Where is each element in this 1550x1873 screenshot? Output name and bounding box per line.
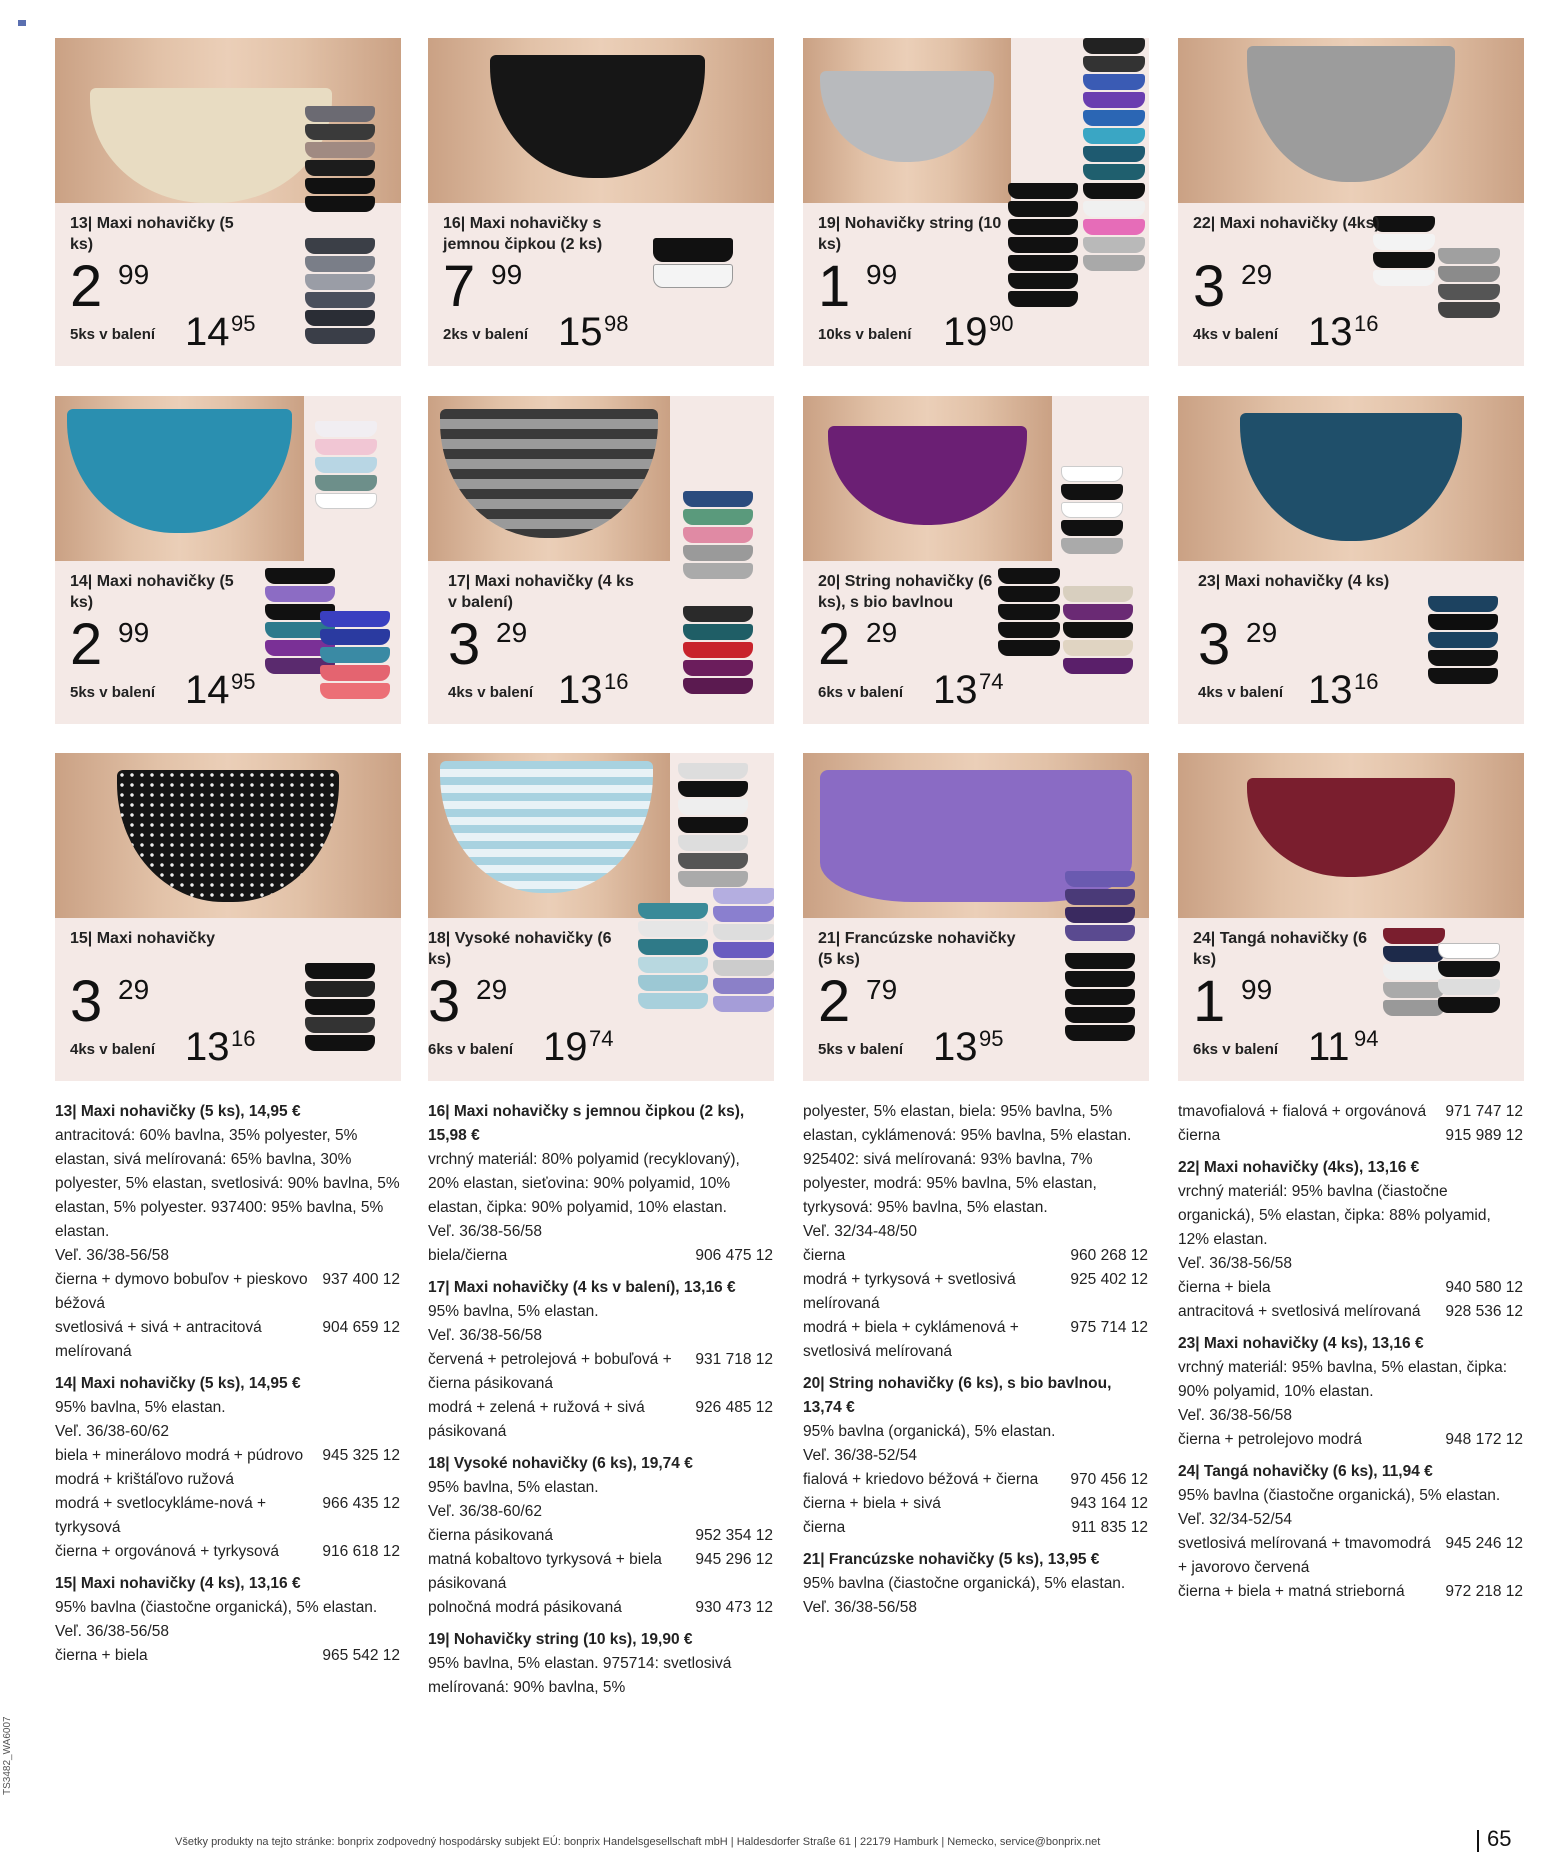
page-number: 65 xyxy=(1487,1826,1512,1851)
color-variant-row xyxy=(428,1548,773,1596)
pack-image xyxy=(678,763,748,887)
pack-image xyxy=(1008,183,1078,307)
details-material: 95% bavlna, 5% elastan. 975714: svetlosivá melírovaná: 90% bavlna, 5% xyxy=(428,1655,732,1696)
details-size: Veľ. 36/38-56/58 xyxy=(1178,1255,1292,1272)
details-column xyxy=(1178,1100,1523,1612)
variant-code: 945 325 12 xyxy=(322,1447,400,1464)
color-variant-row xyxy=(1178,1300,1523,1324)
pack-price-integer: 13 xyxy=(933,1025,978,1069)
product-tile[interactable] xyxy=(55,753,401,1081)
product-title: 16| Maxi nohavičky s jemnou čipkou (2 ks) xyxy=(443,215,603,253)
pack-label: 4ks v balení xyxy=(1198,684,1284,701)
details-size: Veľ. 36/38-60/62 xyxy=(55,1423,169,1440)
pack-price-integer: 13 xyxy=(185,1025,230,1069)
price-cents: 99 xyxy=(491,259,523,290)
product-tile[interactable] xyxy=(803,753,1149,1081)
variant-color: modrá + svetlocykláme-nová + tyrkysová xyxy=(55,1495,267,1536)
variant-code: 960 268 12 xyxy=(1070,1247,1148,1264)
pack-price-integer: 11 xyxy=(1308,1025,1350,1069)
details-column xyxy=(428,1100,773,1708)
product-details xyxy=(1178,1332,1523,1452)
product-details xyxy=(428,1100,773,1268)
product-photo xyxy=(803,396,1052,561)
variant-code: 926 485 12 xyxy=(695,1399,773,1416)
variant-code: 906 475 12 xyxy=(695,1247,773,1264)
pack-image xyxy=(653,238,733,288)
details-material: 95% bavlna (čiastočne organická), 5% elastan. xyxy=(803,1575,1126,1592)
variant-color: biela + minerálovo modrá + púdrovo modrá + krištáľovo ružová xyxy=(55,1447,304,1488)
price-cents: 99 xyxy=(118,259,150,290)
color-variant-row xyxy=(428,1596,773,1620)
color-variant-row xyxy=(803,1316,1148,1364)
product-photo xyxy=(428,396,670,561)
details-heading: 21| Francúzske nohavičky (5 ks), 13,95 € xyxy=(803,1551,1100,1568)
pack-image xyxy=(1065,953,1135,1041)
product-title: 15| Maxi nohavičky xyxy=(70,930,215,947)
details-column xyxy=(803,1100,1148,1628)
product-title: 18| Vysoké nohavičky (6 ks) xyxy=(428,930,612,968)
price-cents: 29 xyxy=(1241,259,1273,290)
pack-price-cents: 16 xyxy=(604,669,629,694)
details-heading: 19| Nohavičky string (10 ks), 19,90 € xyxy=(428,1631,693,1648)
details-size: Veľ. 36/38-52/54 xyxy=(803,1447,917,1464)
pack-price-integer: 15 xyxy=(558,310,603,354)
variant-color: čierna + orgovánová + tyrkysová xyxy=(55,1543,280,1560)
pack-price-integer: 13 xyxy=(1308,668,1353,712)
product-tile[interactable] xyxy=(1178,38,1524,366)
color-variant-row xyxy=(803,1468,1148,1492)
details-material: 95% bavlna (čiastočne organická), 5% elastan. xyxy=(55,1599,378,1616)
variant-color: čierna pásikovaná xyxy=(428,1527,553,1544)
variant-code: 971 747 12 xyxy=(1445,1103,1523,1120)
variant-color: biela/čierna xyxy=(428,1247,508,1264)
variant-color: modrá + biela + cyklámenová + svetlosivá melírovaná xyxy=(803,1319,1019,1360)
pack-image xyxy=(683,606,753,694)
details-material: antracitová: 60% bavlna, 35% polyester, 5% elastan, sivá melírovaná: 65% bavlna, 30% polyester, 5% elastan, svetlosivá: 90% bavlna, 5% elastan, 5% polyester. 937400: 95% bavlna, 5% elastan. xyxy=(55,1127,400,1240)
color-variant-row xyxy=(1178,1100,1523,1124)
variant-color: modrá + tyrkysová + svetlosivá melírovaná xyxy=(803,1271,1016,1312)
price-integer: 7 xyxy=(443,254,475,319)
variant-color: tmavofialová + fialová + orgovánová xyxy=(1178,1103,1427,1120)
pack-label: 6ks v balení xyxy=(428,1041,514,1058)
details-material: 95% bavlna, 5% elastan. xyxy=(55,1399,226,1416)
details-size: Veľ. 32/34-48/50 xyxy=(803,1223,917,1240)
price-integer: 2 xyxy=(818,612,850,677)
color-variant-row xyxy=(55,1316,400,1364)
variant-color: čierna + petrolejovo modrá xyxy=(1178,1431,1362,1448)
variant-code: 945 246 12 xyxy=(1445,1535,1523,1552)
pack-price-integer: 14 xyxy=(185,668,230,712)
variant-code: 930 473 12 xyxy=(695,1599,773,1616)
pack-image xyxy=(1061,466,1123,554)
variant-code: 972 218 12 xyxy=(1445,1583,1523,1600)
color-variant-row xyxy=(803,1516,1148,1540)
variant-color: svetlosivá + sivá + antracitová melírovaná xyxy=(55,1319,262,1360)
pack-price-cents: 74 xyxy=(589,1026,614,1051)
product-photo xyxy=(803,38,1011,203)
variant-color: čierna + biela + matná strieborná xyxy=(1178,1583,1405,1600)
product-tile[interactable] xyxy=(428,753,774,1081)
details-heading: 22| Maxi nohavičky (4ks), 13,16 € xyxy=(1178,1159,1420,1176)
pack-price-cents: 16 xyxy=(231,1026,256,1051)
details-size: Veľ. 36/38-56/58 xyxy=(428,1223,542,1240)
pack-label: 5ks v balení xyxy=(70,684,156,701)
variant-color: čierna + dymovo bobuľov + pieskovo béžová xyxy=(55,1271,308,1312)
variant-code: 911 835 12 xyxy=(1071,1519,1148,1536)
variant-color: fialová + kriedovo béžová + čierna xyxy=(803,1471,1039,1488)
color-variant-row xyxy=(55,1540,400,1564)
product-photo xyxy=(55,396,304,561)
variant-color: čierna xyxy=(1178,1127,1221,1144)
price-integer: 3 xyxy=(1198,612,1230,677)
color-variant-row xyxy=(1178,1580,1523,1604)
product-title: 13| Maxi nohavičky (5 ks) xyxy=(70,215,234,253)
details-heading: 18| Vysoké nohavičky (6 ks), 19,74 € xyxy=(428,1455,693,1472)
details-size: Veľ. 36/38-60/62 xyxy=(428,1503,542,1520)
pack-image xyxy=(305,238,375,344)
pack-label: 10ks v balení xyxy=(818,326,912,343)
product-tile[interactable] xyxy=(803,38,1149,366)
details-heading: 15| Maxi nohavičky (4 ks), 13,16 € xyxy=(55,1575,301,1592)
product-title: 21| Francúzske nohavičky (5 ks) xyxy=(818,930,1016,968)
catalog-code: TS3482_WA6007 xyxy=(2,1716,13,1795)
variant-code: 945 296 12 xyxy=(695,1551,773,1568)
price-integer: 2 xyxy=(70,254,102,319)
color-variant-row xyxy=(428,1244,773,1268)
pack-label: 4ks v balení xyxy=(1193,326,1279,343)
variant-code: 975 714 12 xyxy=(1070,1319,1148,1336)
details-heading: 24| Tangá nohavičky (6 ks), 11,94 € xyxy=(1178,1463,1433,1480)
pack-price-integer: 19 xyxy=(543,1025,588,1069)
variant-code: 948 172 12 xyxy=(1445,1431,1523,1448)
variant-color: svetlosivá melírovaná + tmavomodrá + javorovo červená xyxy=(1178,1535,1431,1576)
variant-color: čierna + biela + sivá xyxy=(803,1495,941,1512)
pack-label: 6ks v balení xyxy=(818,684,904,701)
color-variant-row xyxy=(1178,1276,1523,1300)
product-title: 14| Maxi nohavičky (5 ks) xyxy=(70,573,234,611)
price-integer: 3 xyxy=(428,969,460,1034)
price-cents: 99 xyxy=(1241,974,1273,1005)
color-variant-row xyxy=(55,1444,400,1492)
price-integer: 3 xyxy=(448,612,480,677)
variant-code: 904 659 12 xyxy=(322,1319,400,1336)
pack-image xyxy=(1383,928,1445,1016)
variant-code: 937 400 12 xyxy=(322,1271,400,1288)
product-tile[interactable] xyxy=(1178,753,1524,1081)
pack-label: 5ks v balení xyxy=(818,1041,904,1058)
product-title: 19| Nohavičky string (10 ks) xyxy=(818,215,1002,253)
variant-color: čierna + biela xyxy=(1178,1279,1271,1296)
details-material: 95% bavlna (organická), 5% elastan. xyxy=(803,1423,1056,1440)
price-integer: 1 xyxy=(818,254,850,319)
product-photo xyxy=(1178,396,1524,561)
pack-price-integer: 14 xyxy=(185,310,230,354)
product-details xyxy=(55,1572,400,1668)
flag-icon xyxy=(18,20,26,26)
variant-code: 916 618 12 xyxy=(322,1543,400,1560)
variant-color: polnočná modrá pásikovaná xyxy=(428,1599,622,1616)
product-title: 22| Maxi nohavičky (4ks) xyxy=(1193,215,1380,232)
details-heading: 17| Maxi nohavičky (4 ks v balení), 13,16 € xyxy=(428,1279,736,1296)
details-material: polyester, 5% elastan, biela: 95% bavlna, 5% elastan, cyklámenová: 95% bavlna, 5% elastan. 925402: sivá melírovaná: 93% bavlna, 7% polyester, modrá: 95% bavlna, 5% elastan, tyrkysová: 95% bavlna, 5% elastan. xyxy=(803,1103,1132,1216)
details-material: 95% bavlna, 5% elastan. xyxy=(428,1303,599,1320)
details-heading: 13| Maxi nohavičky (5 ks), 14,95 € xyxy=(55,1103,301,1120)
details-size: Veľ. 36/38-56/58 xyxy=(55,1623,169,1640)
price-integer: 3 xyxy=(1193,254,1225,319)
variant-code: 965 542 12 xyxy=(322,1647,400,1664)
pack-price-integer: 13 xyxy=(558,668,603,712)
color-variant-row xyxy=(803,1244,1148,1268)
product-photo xyxy=(1178,38,1524,203)
pack-image xyxy=(1438,248,1500,318)
pack-image xyxy=(1063,586,1133,674)
price-cents: 29 xyxy=(866,617,898,648)
product-details xyxy=(803,1100,1148,1364)
color-variant-row xyxy=(803,1492,1148,1516)
variant-color: čierna xyxy=(803,1519,846,1536)
details-material: vrchný materiál: 95% bavlna (čiastočne organická), 5% elastan, čipka: 88% polyamid, 12% elastan. xyxy=(1178,1183,1491,1248)
variant-code: 925 402 12 xyxy=(1070,1271,1148,1288)
pack-price-cents: 16 xyxy=(1354,669,1379,694)
variant-color: matná kobaltovo tyrkysová + biela pásikovaná xyxy=(428,1551,662,1592)
variant-color: červená + petrolejová + bobuľová + čierna pásikovaná xyxy=(428,1351,672,1392)
color-variant-row xyxy=(1178,1532,1523,1580)
product-details xyxy=(1178,1156,1523,1324)
details-material: 95% bavlna, 5% elastan. xyxy=(428,1479,599,1496)
product-photo xyxy=(1178,753,1524,918)
product-tile[interactable] xyxy=(428,38,774,366)
variant-code: 970 456 12 xyxy=(1070,1471,1148,1488)
product-tile[interactable] xyxy=(1178,396,1524,724)
pack-image xyxy=(315,421,377,509)
product-title: 24| Tangá nohavičky (6 ks) xyxy=(1193,930,1368,968)
color-variant-row xyxy=(55,1644,400,1668)
product-photo xyxy=(428,38,774,203)
variant-code: 940 580 12 xyxy=(1445,1279,1523,1296)
pack-price-cents: 95 xyxy=(979,1026,1004,1051)
product-details xyxy=(428,1628,773,1700)
price-cents: 99 xyxy=(866,259,898,290)
details-size: Veľ. 36/38-56/58 xyxy=(803,1599,917,1616)
pack-price-cents: 98 xyxy=(604,311,629,336)
product-details xyxy=(803,1548,1148,1620)
color-variant-row xyxy=(55,1268,400,1316)
price-cents: 29 xyxy=(476,974,508,1005)
product-details xyxy=(803,1372,1148,1540)
product-title: 23| Maxi nohavičky (4 ks) xyxy=(1198,573,1390,590)
details-material: vrchný materiál: 80% polyamid (recyklovaný), 20% elastan, sieťovina: 90% polyamid, 10% elastan, čipka: 90% polyamid, 10% elastan. xyxy=(428,1151,740,1216)
price-integer: 1 xyxy=(1193,969,1225,1034)
pack-label: 2ks v balení xyxy=(443,326,529,343)
details-heading: 23| Maxi nohavičky (4 ks), 13,16 € xyxy=(1178,1335,1424,1352)
price-cents: 99 xyxy=(118,617,150,648)
pack-label: 4ks v balení xyxy=(70,1041,156,1058)
pack-label: 6ks v balení xyxy=(1193,1041,1279,1058)
details-material: vrchný materiál: 95% bavlna, 5% elastan, čipka: 90% polyamid, 10% elastan. xyxy=(1178,1359,1508,1400)
product-details xyxy=(1178,1100,1523,1148)
details-heading: 16| Maxi nohavičky s jemnou čipkou (2 ks), 15,98 € xyxy=(428,1103,745,1144)
pack-image xyxy=(1438,943,1500,1013)
pack-price-cents: 16 xyxy=(1354,311,1379,336)
product-tile[interactable] xyxy=(55,396,401,724)
product-details xyxy=(55,1372,400,1564)
variant-code: 952 354 12 xyxy=(695,1527,773,1544)
variant-code: 928 536 12 xyxy=(1445,1303,1523,1320)
price-cents: 29 xyxy=(496,617,528,648)
pack-image xyxy=(1083,183,1145,271)
color-variant-row xyxy=(803,1268,1148,1316)
variant-color: čierna + biela xyxy=(55,1647,148,1664)
price-integer: 2 xyxy=(818,969,850,1034)
pack-price-cents: 94 xyxy=(1354,1026,1379,1051)
price-cents: 29 xyxy=(1246,617,1278,648)
pack-price-integer: 13 xyxy=(1308,310,1353,354)
pack-label: 4ks v balení xyxy=(448,684,534,701)
product-details xyxy=(428,1452,773,1620)
details-column xyxy=(55,1100,400,1676)
product-details xyxy=(428,1276,773,1444)
product-photo xyxy=(55,753,401,918)
variant-code: 915 989 12 xyxy=(1445,1127,1523,1144)
color-variant-row xyxy=(428,1524,773,1548)
product-photo xyxy=(428,753,670,918)
details-material: 95% bavlna (čiastočne organická), 5% elastan. xyxy=(1178,1487,1501,1504)
product-details xyxy=(55,1100,400,1364)
variant-color: čierna xyxy=(803,1247,846,1264)
legal-footer: Všetky produkty na tejto stránke: bonprix zodpovedný hospodársky subjekt EÚ: bonprix Handelsgesellschaft mbH | Haldesdorfer Straße 61 | 22179 Hamburk | Nemecko, service@bonprix.net xyxy=(175,1836,1101,1848)
variant-code: 931 718 12 xyxy=(695,1351,773,1368)
price-cents: 79 xyxy=(866,974,898,1005)
pack-label: 5ks v balení xyxy=(70,326,156,343)
pack-image xyxy=(1083,38,1145,180)
pack-image xyxy=(683,491,753,579)
pack-image xyxy=(713,888,774,1012)
price-integer: 3 xyxy=(70,969,102,1034)
variant-code: 943 164 12 xyxy=(1070,1495,1148,1512)
product-tile[interactable] xyxy=(55,38,401,366)
price-integer: 2 xyxy=(70,612,102,677)
product-title: 20| String nohavičky (6 ks), s bio bavlnou xyxy=(818,573,993,611)
variant-code: 966 435 12 xyxy=(322,1495,400,1512)
color-variant-row xyxy=(1178,1124,1523,1148)
details-size: Veľ. 36/38-56/58 xyxy=(55,1247,169,1264)
variant-color: antracitová + svetlosivá melírovaná xyxy=(1178,1303,1421,1320)
details-heading: 20| String nohavičky (6 ks), s bio bavlnou, 13,74 € xyxy=(803,1375,1112,1416)
color-variant-row xyxy=(55,1492,400,1540)
pack-price-cents: 95 xyxy=(231,311,256,336)
product-tile[interactable] xyxy=(428,396,774,724)
variant-color: modrá + zelená + ružová + sivá pásikovaná xyxy=(428,1399,645,1440)
product-title: 17| Maxi nohavičky (4 ks v balení) xyxy=(448,573,634,611)
pack-image xyxy=(320,611,390,699)
details-size: Veľ. 36/38-56/58 xyxy=(428,1327,542,1344)
pack-image xyxy=(305,963,375,1051)
color-variant-row xyxy=(1178,1428,1523,1452)
details-heading: 14| Maxi nohavičky (5 ks), 14,95 € xyxy=(55,1375,301,1392)
pack-image xyxy=(1065,871,1135,941)
pack-image xyxy=(638,903,708,1009)
pack-image xyxy=(305,106,375,212)
price-cents: 29 xyxy=(118,974,150,1005)
pack-price-integer: 13 xyxy=(933,668,978,712)
details-size: Veľ. 36/38-56/58 xyxy=(1178,1407,1292,1424)
product-tile[interactable] xyxy=(803,396,1149,724)
color-variant-row xyxy=(428,1348,773,1396)
pack-image xyxy=(1428,596,1498,684)
details-size: Veľ. 32/34-52/54 xyxy=(1178,1511,1292,1528)
pack-price-cents: 90 xyxy=(989,311,1014,336)
pack-price-integer: 19 xyxy=(943,310,988,354)
pack-price-cents: 74 xyxy=(979,669,1004,694)
product-details xyxy=(1178,1460,1523,1604)
pack-price-cents: 95 xyxy=(231,669,256,694)
color-variant-row xyxy=(428,1396,773,1444)
